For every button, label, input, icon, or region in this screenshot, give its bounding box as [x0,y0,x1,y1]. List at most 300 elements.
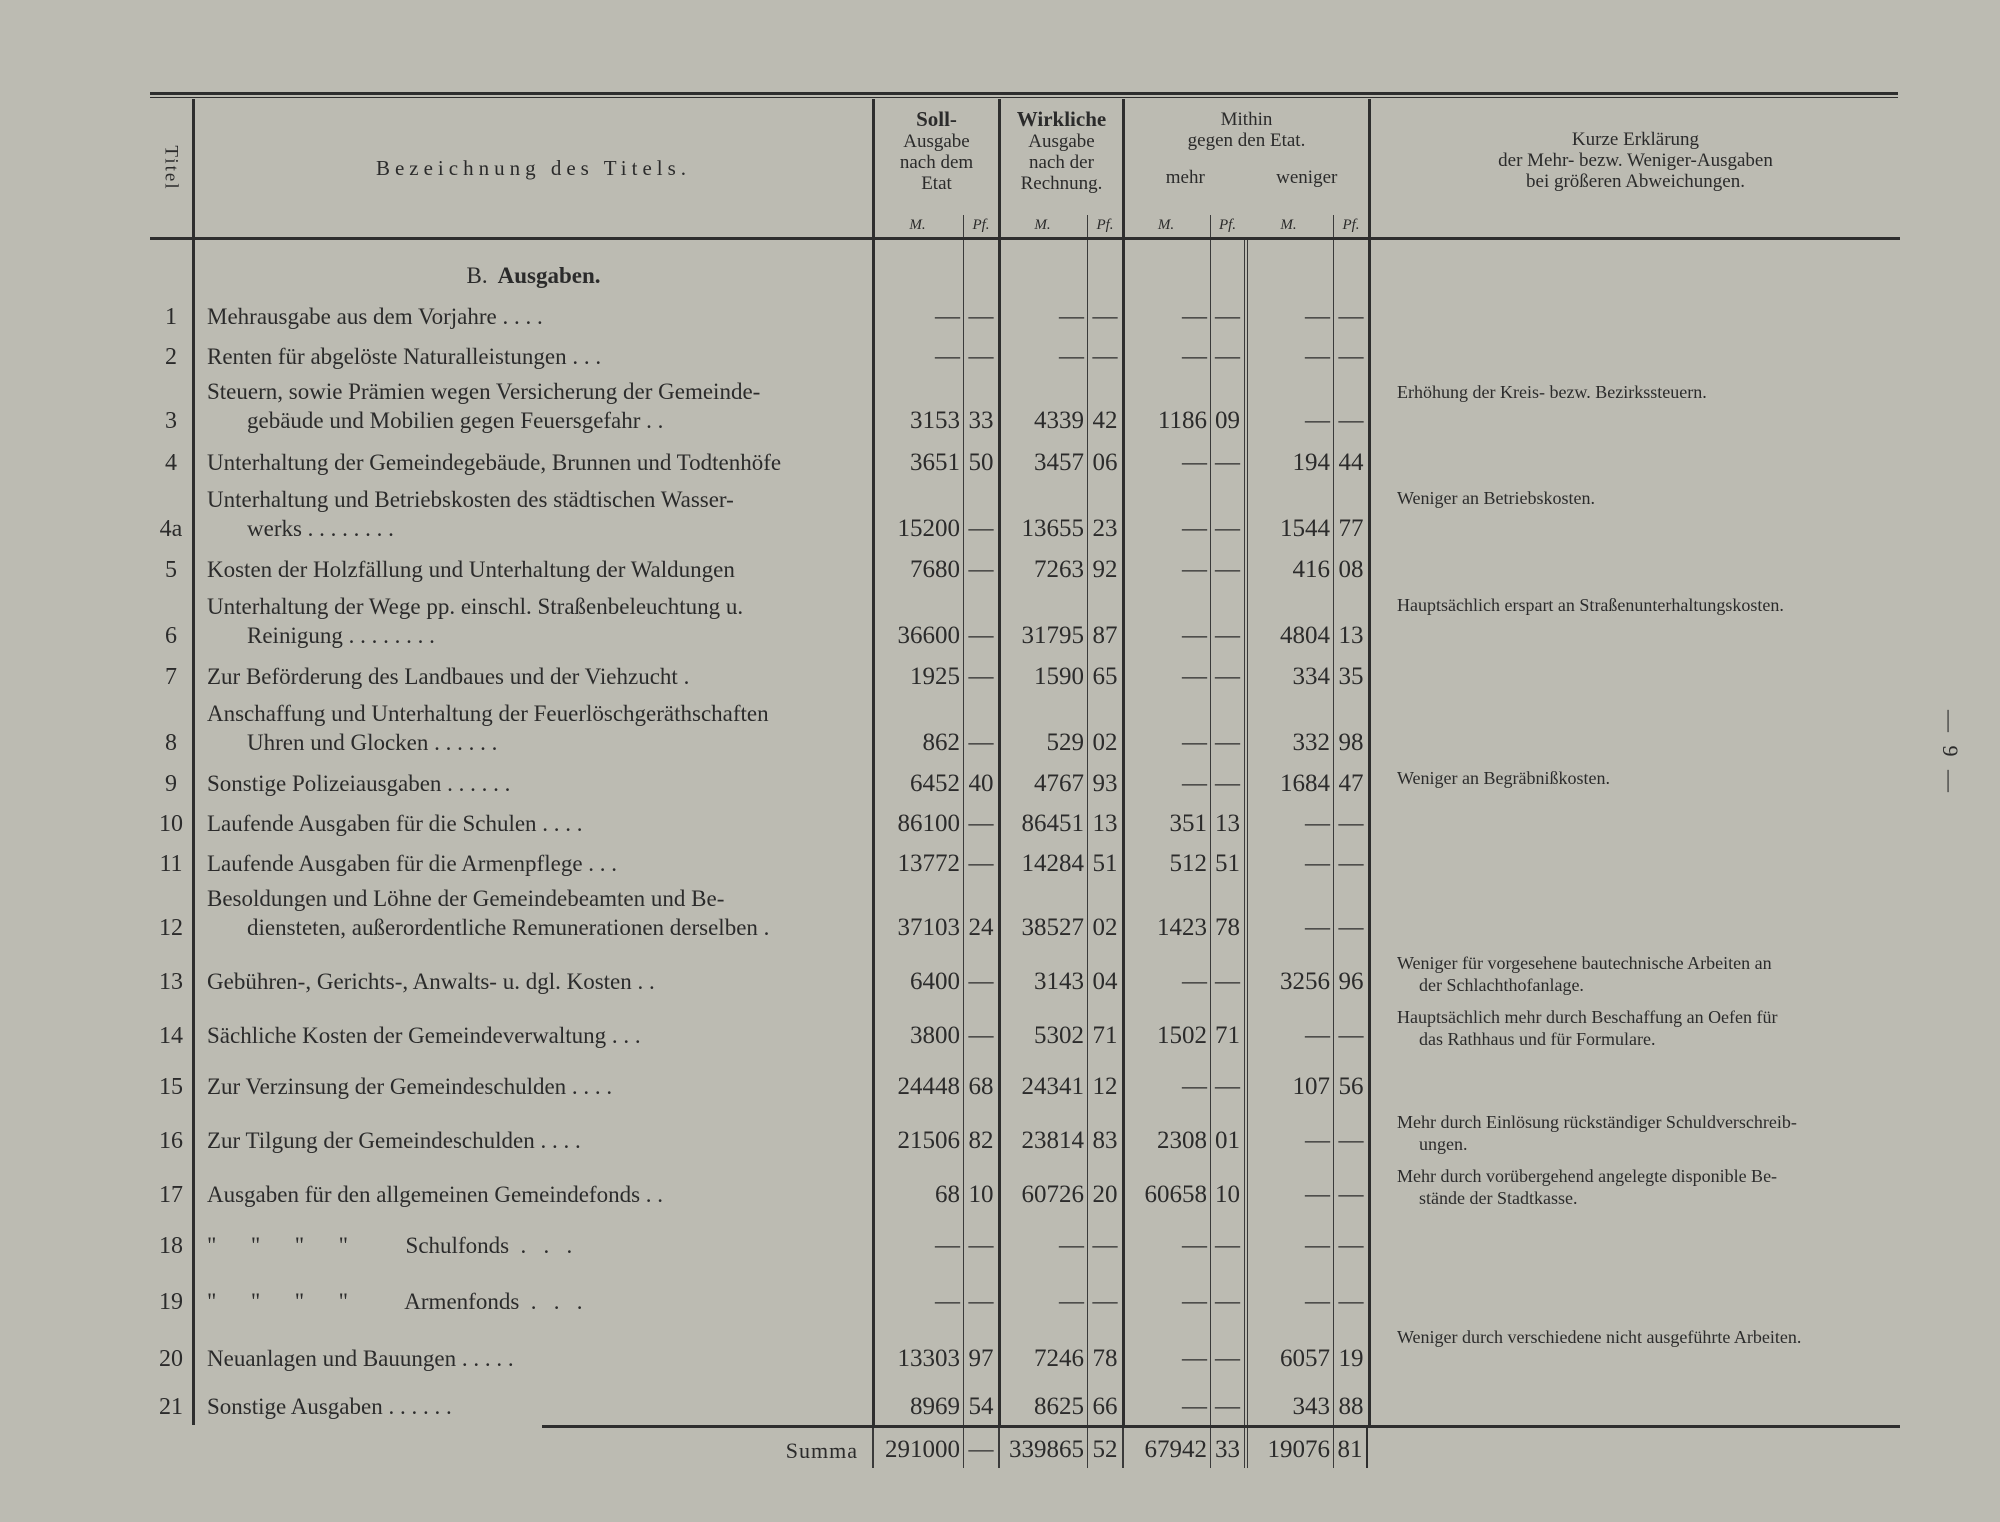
weniger-pf: 35 [1333,654,1368,695]
row-label-line: Unterhaltung und Betriebskosten des städtischen Wasser- [207,487,734,512]
summa-row [542,1425,1900,1468]
row-label-line: Sächliche Kosten der Gemeindeverwaltung . . . [207,1023,641,1048]
remark-line: Weniger an Betriebskosten. [1397,488,1595,508]
table-row [150,1264,1900,1320]
wirk-pf: 93 [1087,761,1122,802]
remark-line: Hauptsächlich mehr durch Beschaffung an Oefen für [1397,1007,1778,1027]
soll-pf: — [963,842,998,882]
weniger-mark: — [1244,1264,1333,1320]
weniger-mark: — [1244,842,1333,882]
wirk-mark: 8625 [998,1377,1087,1425]
row-remark [1368,588,1900,654]
table-row [150,1213,1900,1264]
row-label-line: Mehrausgabe aus dem Vorjahre . . . . [207,304,543,329]
row-label-line: werks . . . . . . . . [247,516,394,541]
row-number: 13 [159,969,183,995]
header-erklaerung: Kurze Erklärung der Mehr- bezw. Weniger-Ausgaben bei größeren Abweichungen. [1368,99,1900,237]
empty-cell [1244,240,1333,295]
mehr-pf: — [1210,481,1244,547]
empty-cell [1122,240,1210,295]
weniger-pf: — [1333,1000,1368,1054]
mehr-mark: — [1122,946,1210,1000]
header-soll: Soll- Ausgabe nach dem Etat [872,99,998,237]
row-remark [1368,439,1900,481]
row-remark [1368,842,1900,882]
row-number: 11 [159,851,183,877]
mehr-pf: 10 [1210,1159,1244,1213]
summa-mehr-mark: 67942 [1122,1428,1210,1468]
wirk-mark: 86451 [998,802,1087,842]
remark-line: Weniger durch verschiedene nicht ausgeführte Arbeiten. [1397,1327,1802,1347]
row-label [192,654,872,695]
row-label-line: " " " " Armenfonds . . . [207,1289,583,1314]
soll-mark: — [872,1264,963,1320]
mehr-mark: — [1122,1264,1210,1320]
wirk-pf: — [1087,1213,1122,1264]
unit-spacer [1368,215,1900,237]
row-number: 2 [165,344,177,370]
row-number: 12 [159,915,183,941]
empty-cell [872,240,963,295]
row-label-line: Zur Beförderung des Landbaues und der Viehzucht . [207,664,690,689]
unit-spacer [192,215,872,237]
weniger-mark: 416 [1244,547,1333,588]
wirk-pf: 83 [1087,1105,1122,1159]
remark-line: Mehr durch vorübergehend angelegte disponible Be- [1397,1166,1778,1186]
row-number: 15 [159,1074,183,1100]
wirk-mark: 7263 [998,547,1087,588]
row-label-line: Sonstige Ausgaben . . . . . . [207,1394,452,1419]
soll-mark: 21506 [872,1105,963,1159]
wirk-pf: 65 [1087,654,1122,695]
row-label-line: " " " " Schulfonds . . . [207,1233,573,1258]
soll-pf: 40 [963,761,998,802]
soll-pf: — [963,295,998,335]
table-row [150,842,1900,882]
soll-pf: 97 [963,1320,998,1377]
table-row [150,1159,1900,1213]
unit-mark-label: M. [1157,217,1175,233]
section-title: Ausgaben. [497,263,601,288]
wirk-mark: 529 [998,695,1087,761]
summa-mehr-pf: 33 [1210,1428,1244,1468]
weniger-pf: 47 [1333,761,1368,802]
row-label [192,588,872,654]
wirk-pf: 71 [1087,1000,1122,1054]
mehr-mark: — [1122,761,1210,802]
row-remark [1368,802,1900,842]
wirk-mark: 13655 [998,481,1087,547]
row-label [192,1320,872,1377]
wirk-pf: 12 [1087,1054,1122,1105]
row-number: 18 [159,1233,183,1259]
soll-mark: 3153 [872,375,963,439]
row-label-line: Laufende Ausgaben für die Armenpflege . . . [207,851,618,876]
row-label [192,842,872,882]
row-label-line: Reinigung . . . . . . . . [247,623,435,648]
mehr-pf: 09 [1210,375,1244,439]
section-row [150,240,1900,295]
weniger-mark: — [1244,335,1333,375]
soll-mark: 13303 [872,1320,963,1377]
mehr-mark: 351 [1122,802,1210,842]
mehr-pf: 78 [1210,882,1244,946]
row-label [192,439,872,481]
row-label-line: gebäude und Mobilien gegen Feuersgefahr . . [247,408,664,433]
header-bezeichnung: Bezeichnung des Titels. [192,99,872,237]
wirk-mark: — [998,335,1087,375]
weniger-pf: 77 [1333,481,1368,547]
mehr-pf: — [1210,439,1244,481]
row-label-line: diensteten, außerordentliche Remunerationen derselben . [247,915,770,940]
wirk-mark: 3143 [998,946,1087,1000]
soll-mark: 3800 [872,1000,963,1054]
wirk-pf: 23 [1087,481,1122,547]
row-label [192,1213,872,1264]
wirk-mark: 14284 [998,842,1087,882]
summa-wirk-mark: 339865 [998,1428,1087,1468]
wirk-pf: 92 [1087,547,1122,588]
mehr-mark: — [1122,695,1210,761]
table-row [150,1000,1900,1054]
empty-cell [150,240,192,295]
soll-pf: 33 [963,375,998,439]
soll-pf: — [963,481,998,547]
weniger-mark: — [1244,1105,1333,1159]
row-number: 17 [159,1182,183,1208]
row-number: 20 [159,1346,183,1372]
weniger-pf: — [1333,842,1368,882]
row-remark [1368,375,1900,439]
row-label [192,946,872,1000]
weniger-mark: 107 [1244,1054,1333,1105]
mehr-pf: — [1210,295,1244,335]
empty-cell [963,240,998,295]
mehr-mark: 2308 [1122,1105,1210,1159]
row-remark [1368,1000,1900,1054]
weniger-pf: 98 [1333,695,1368,761]
expenditure-table [150,99,1900,1468]
soll-pf: 24 [963,882,998,946]
mehr-mark: — [1122,481,1210,547]
page-number: — 9 — [1938,710,1963,796]
soll-pf: — [963,946,998,1000]
top-rule-thick [150,92,1898,95]
mehr-mark: 60658 [1122,1159,1210,1213]
row-label [192,1377,872,1425]
weniger-pf: 56 [1333,1054,1368,1105]
soll-mark: 37103 [872,882,963,946]
weniger-pf: 88 [1333,1377,1368,1425]
header-titel: Titel [161,145,182,191]
mehr-mark: — [1122,1213,1210,1264]
row-label-line: Gebühren-, Gerichts-, Anwalts- u. dgl. Kosten . . [207,969,655,994]
row-number: 6 [165,623,177,649]
mehr-pf: — [1210,1264,1244,1320]
weniger-mark: — [1244,295,1333,335]
row-remark [1368,547,1900,588]
soll-mark: 36600 [872,588,963,654]
row-label-line: Neuanlagen und Bauungen . . . . . [207,1346,514,1371]
row-number: 21 [159,1394,183,1420]
row-number: 4a [159,516,183,542]
row-label-line: Besoldungen und Löhne der Gemeindebeamten und Be- [207,886,725,911]
weniger-pf: — [1333,802,1368,842]
unit-pf-label: Pf. [1210,215,1244,237]
mehr-mark: — [1122,439,1210,481]
table-row [150,1105,1900,1159]
mehr-pf: — [1210,588,1244,654]
section-prefix: B. [466,263,488,288]
soll-pf: 10 [963,1159,998,1213]
row-remark [1368,1264,1900,1320]
row-label-line: Ausgaben für den allgemeinen Gemeindefonds . . [207,1182,664,1207]
wirk-pf: 51 [1087,842,1122,882]
empty-cell [1368,240,1900,295]
row-number: 5 [165,557,177,583]
row-label-line: Anschaffung und Unterhaltung der Feuerlöschgeräthschaften [207,701,769,726]
row-label-line: Zur Verzinsung der Gemeindeschulden . . . . [207,1074,613,1099]
header-wirkliche: Wirkliche Ausgabe nach der Rechnung. [998,99,1122,237]
weniger-mark: 332 [1244,695,1333,761]
mehr-mark: 1423 [1122,882,1210,946]
empty-cell [998,240,1087,295]
soll-mark: 6400 [872,946,963,1000]
weniger-mark: — [1244,375,1333,439]
weniger-mark: 1684 [1244,761,1333,802]
wirk-pf: 42 [1087,375,1122,439]
soll-pf: — [963,654,998,695]
header-mithin: Mithin gegen den Etat. mehr weniger [1122,99,1368,237]
weniger-pf: 08 [1333,547,1368,588]
row-label-line: Renten für abgelöste Naturalleistungen . . . [207,344,602,369]
mehr-mark: — [1122,654,1210,695]
wirk-mark: 3457 [998,439,1087,481]
wirk-mark: 7246 [998,1320,1087,1377]
wirk-pf: 78 [1087,1320,1122,1377]
mehr-mark: — [1122,335,1210,375]
unit-spacer [150,215,192,237]
row-label [192,695,872,761]
wirk-mark: 38527 [998,882,1087,946]
weniger-pf: 96 [1333,946,1368,1000]
mehr-pf: — [1210,1213,1244,1264]
row-label [192,761,872,802]
unit-pf-label: Pf. [963,215,998,237]
mehr-pf: — [1210,695,1244,761]
table-row [150,1377,1900,1425]
soll-mark: — [872,1213,963,1264]
wirk-pf: — [1087,1264,1122,1320]
soll-mark: 15200 [872,481,963,547]
mehr-mark: 512 [1122,842,1210,882]
table-row [150,547,1900,588]
weniger-pf: — [1333,1105,1368,1159]
weniger-mark: 334 [1244,654,1333,695]
empty-cell [1087,240,1122,295]
row-label [192,295,872,335]
unit-mark-label: M. [909,217,926,233]
soll-pf: — [963,695,998,761]
weniger-mark: 3256 [1244,946,1333,1000]
soll-mark: 7680 [872,547,963,588]
row-number: 19 [159,1289,183,1315]
wirk-pf: 87 [1087,588,1122,654]
soll-mark: — [872,335,963,375]
row-number: 7 [165,664,177,690]
soll-pf: 50 [963,439,998,481]
row-number: 3 [165,408,177,434]
mehr-pf: 51 [1210,842,1244,882]
weniger-pf: — [1333,375,1368,439]
mehr-mark: — [1122,588,1210,654]
wirk-pf: — [1087,295,1122,335]
row-remark [1368,1105,1900,1159]
soll-pf: — [963,1213,998,1264]
weniger-mark: 1544 [1244,481,1333,547]
wirk-pf: 13 [1087,802,1122,842]
weniger-pf: 19 [1333,1320,1368,1377]
summa-soll-pf: — [963,1428,998,1468]
soll-pf: — [963,335,998,375]
row-label-line: Unterhaltung der Wege pp. einschl. Straßenbeleuchtung u. [207,594,744,619]
mehr-pf: — [1210,654,1244,695]
weniger-mark: — [1244,882,1333,946]
remark-line: Erhöhung der Kreis- bezw. Bezirkssteuern. [1397,382,1707,402]
weniger-pf: — [1333,1213,1368,1264]
mehr-pf: — [1210,761,1244,802]
row-label [192,1054,872,1105]
mehr-mark: — [1122,295,1210,335]
mehr-mark: 1502 [1122,1000,1210,1054]
wirk-mark: — [998,1213,1087,1264]
weniger-pf: — [1333,1264,1368,1320]
remark-line: Weniger für vorgesehene bautechnische Arbeiten an [1397,953,1772,973]
remark-line: der Schlachthofanlage. [1419,975,1584,995]
weniger-pf: — [1333,1159,1368,1213]
soll-pf: — [963,802,998,842]
row-number: 14 [159,1023,183,1049]
mehr-mark: — [1122,1054,1210,1105]
weniger-mark: 343 [1244,1377,1333,1425]
summa-soll-mark: 291000 [872,1428,963,1468]
wirk-mark: 1590 [998,654,1087,695]
row-label [192,1264,872,1320]
unit-pf-label: Pf. [1087,215,1122,237]
remark-line: ungen. [1419,1134,1468,1154]
row-remark [1368,1159,1900,1213]
table-row [150,481,1900,547]
row-label [192,335,872,375]
soll-pf: 68 [963,1054,998,1105]
units-row [150,215,1900,237]
remark-line: Weniger an Begräbnißkosten. [1397,768,1610,788]
remark-line: Mehr durch Einlösung rückständiger Schuldverschreib- [1397,1112,1797,1132]
table-row [150,654,1900,695]
row-label-line: Uhren und Glocken . . . . . . [247,730,498,755]
row-label [192,1000,872,1054]
table-row [150,802,1900,842]
soll-pf: — [963,1264,998,1320]
mehr-mark: — [1122,1377,1210,1425]
table-body [150,240,1900,1425]
wirk-mark: 31795 [998,588,1087,654]
table-row [150,335,1900,375]
row-label [192,547,872,588]
soll-mark: 6452 [872,761,963,802]
table-row [150,882,1900,946]
soll-mark: 68 [872,1159,963,1213]
row-remark [1368,1213,1900,1264]
row-remark [1368,481,1900,547]
table-row [150,439,1900,481]
unit-mark-label: M. [1280,217,1297,233]
soll-mark: 13772 [872,842,963,882]
row-number: 4 [165,450,177,476]
wirk-pf: 66 [1087,1377,1122,1425]
summa-weniger-pf: 81 [1333,1428,1368,1468]
weniger-pf: — [1333,335,1368,375]
weniger-mark: — [1244,1159,1333,1213]
soll-mark: — [872,295,963,335]
wirk-mark: 4339 [998,375,1087,439]
row-label [192,375,872,439]
row-label [192,481,872,547]
mehr-pf: — [1210,1377,1244,1425]
weniger-mark: — [1244,1000,1333,1054]
row-label-line: Zur Tilgung der Gemeindeschulden . . . . [207,1128,581,1153]
wirk-mark: 23814 [998,1105,1087,1159]
remark-line: Hauptsächlich erspart an Straßenunterhaltungskosten. [1397,595,1784,615]
empty-cell [1210,240,1244,295]
row-remark [1368,1054,1900,1105]
remark-line: stände der Stadtkasse. [1419,1188,1578,1208]
row-label [192,802,872,842]
mehr-mark: — [1122,1320,1210,1377]
mehr-pf: — [1210,335,1244,375]
soll-mark: 86100 [872,802,963,842]
mehr-mark: 1186 [1122,375,1210,439]
row-number: 10 [159,811,183,837]
wirk-pf: 20 [1087,1159,1122,1213]
mehr-pf: 13 [1210,802,1244,842]
unit-mark-label: M. [1034,217,1051,233]
unit-pf-label: Pf. [1333,215,1368,237]
table-row [150,1054,1900,1105]
soll-mark: 862 [872,695,963,761]
weniger-pf: — [1333,882,1368,946]
soll-mark: 24448 [872,1054,963,1105]
weniger-mark: 4804 [1244,588,1333,654]
row-remark [1368,335,1900,375]
wirk-pf: — [1087,335,1122,375]
wirk-mark: — [998,295,1087,335]
row-label [192,1105,872,1159]
row-remark [1368,654,1900,695]
soll-pf: — [963,1000,998,1054]
wirk-mark: — [998,1264,1087,1320]
weniger-mark: 194 [1244,439,1333,481]
weniger-mark: — [1244,1213,1333,1264]
mehr-pf: 01 [1210,1105,1244,1159]
wirk-pf: 04 [1087,946,1122,1000]
weniger-pf: 44 [1333,439,1368,481]
weniger-mark: — [1244,802,1333,842]
row-number: 16 [159,1128,183,1154]
wirk-pf: 06 [1087,439,1122,481]
table-row [150,1320,1900,1377]
mehr-pf: — [1210,547,1244,588]
